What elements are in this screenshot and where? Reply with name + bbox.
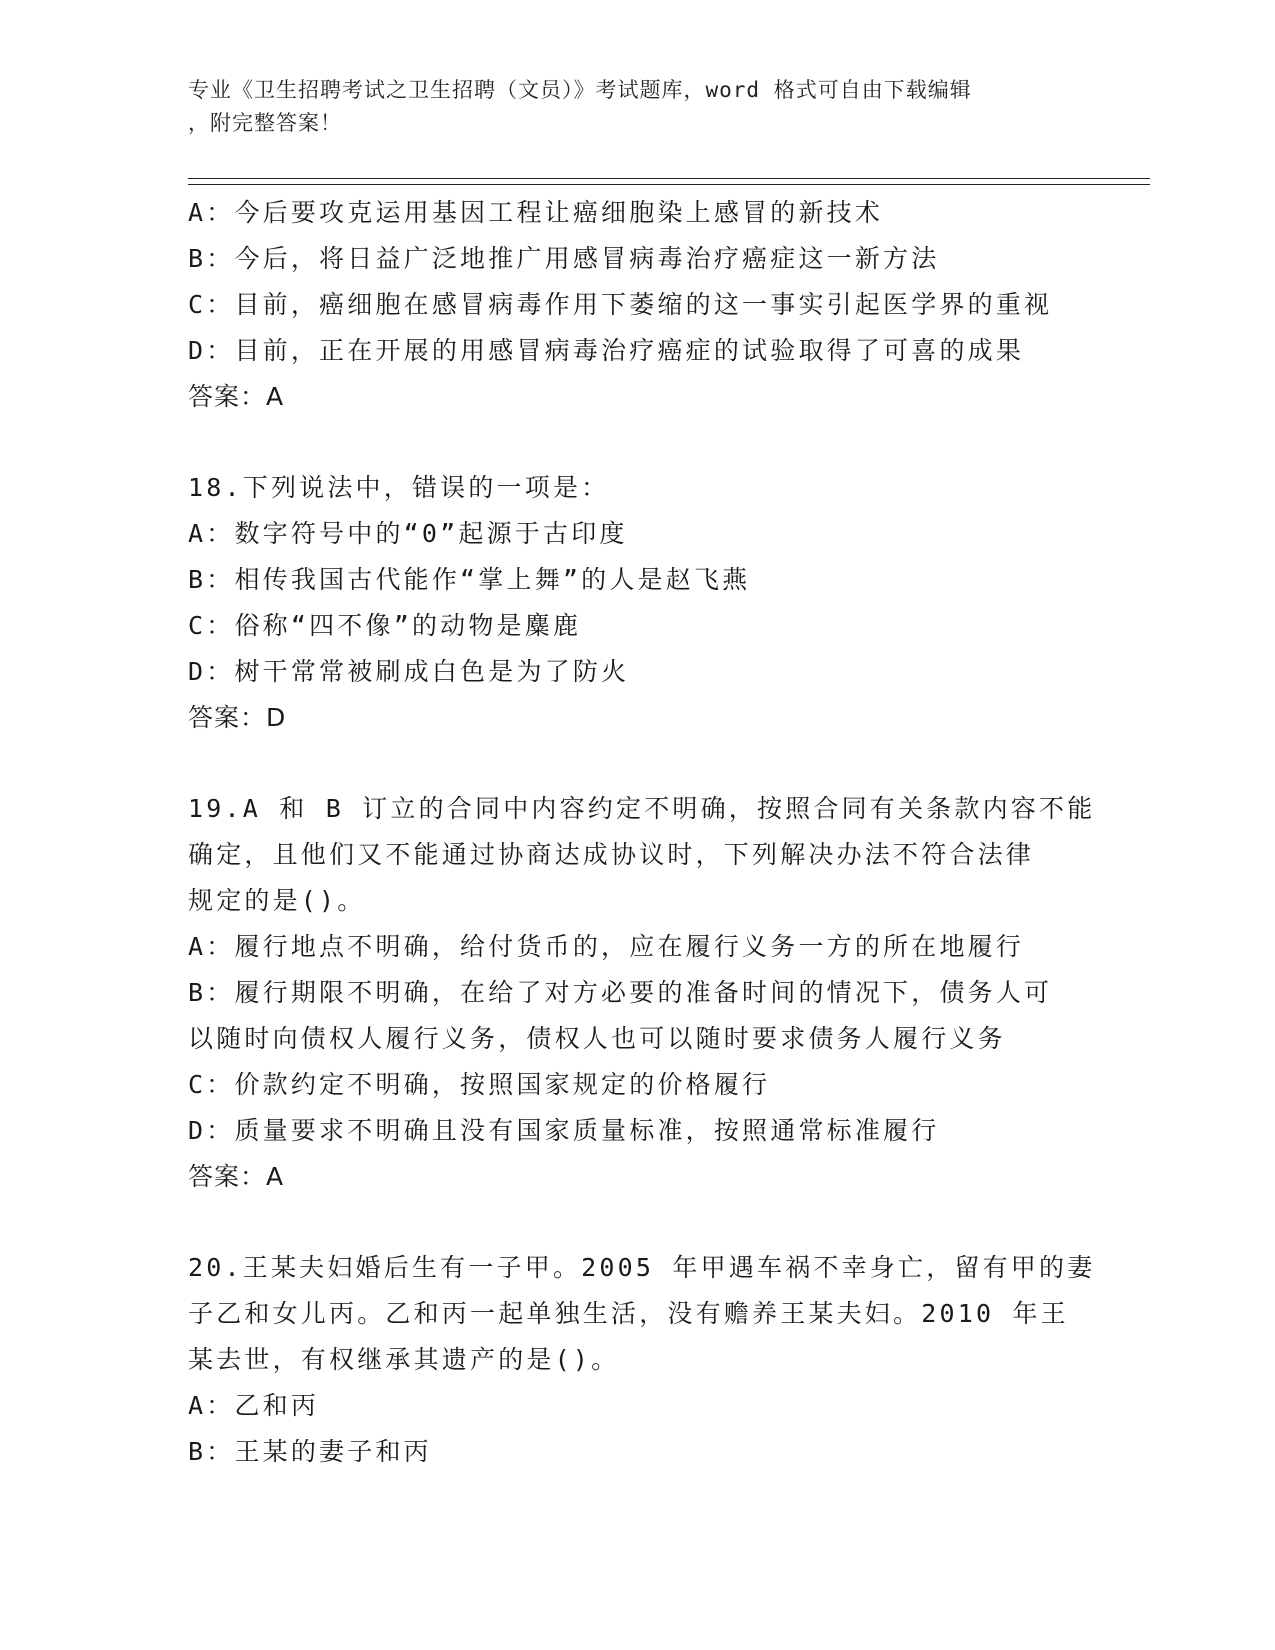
question-text-line-1: 19.A 和 B 订立的合同中内容约定不明确，按照合同有关条款内容不能 [188,794,1096,823]
question-text-line-3: 规定的是()。 [188,886,366,915]
question-text-line-2: 确定，且他们又不能通过协商达成协议时，下列解决办法不符合法律 [188,840,1035,869]
spacer [188,420,1088,465]
header-line-1: 专业《卫生招聘考试之卫生招聘（文员）》考试题库，word 格式可自由下载编辑 [188,78,972,102]
option-a: A：履行地点不明确，给付货币的，应在履行义务一方的所在地履行 [188,932,1025,961]
option-a: A：乙和丙 [188,1391,320,1420]
question-18 [188,465,1088,741]
option-c: C：价款约定不明确，按照国家规定的价格履行 [188,1070,771,1099]
header-divider-top [188,178,1150,179]
option-a: A：今后要攻克运用基因工程让癌细胞染上感冒的新技术 [188,198,884,227]
question-20 [188,1245,1096,1475]
option-d: D：树干常常被刷成白色是为了防火 [188,657,630,686]
question-text-line-3: 某去世，有权继承其遗产的是()。 [188,1345,620,1374]
option-b: B：相传我国古代能作“掌上舞”的人是赵飞燕 [188,565,751,594]
option-b: B：王某的妻子和丙 [188,1437,432,1466]
header-line-2: ，附完整答案！ [188,111,342,135]
answer: 答案：A [188,1162,285,1191]
option-a: A：数字符号中的“0”起源于古印度 [188,519,628,548]
option-d: D：目前，正在开展的用感冒病毒治疗癌症的试验取得了可喜的成果 [188,336,1025,365]
question-text: 18.下列说法中，错误的一项是： [188,473,610,502]
header-divider-bottom [188,184,1150,185]
answer: 答案：A [188,382,285,411]
question-list [188,190,1096,1475]
option-b-line-1: B：履行期限不明确，在给了对方必要的准备时间的情况下，债务人可 [188,978,1053,1007]
option-b-line-2: 以随时向债权人履行义务，债权人也可以随时要求债务人履行义务 [188,1024,1006,1053]
question-text-line-1: 20.王某夫妇婚后生有一子甲。2005 年甲遇车祸不幸身亡，留有甲的妻 [188,1253,1096,1282]
option-d: D：质量要求不明确且没有国家质量标准，按照通常标准履行 [188,1116,940,1145]
question-19 [188,786,1096,1200]
document-header [188,74,1068,140]
option-b: B：今后，将日益广泛地推广用感冒病毒治疗癌症这一新方法 [188,244,940,273]
question-text-line-2: 子乙和女儿丙。乙和丙一起单独生活，没有赡养王某夫妇。2010 年王 [188,1299,1069,1328]
spacer [188,1200,1088,1245]
answer: 答案：D [188,703,287,732]
option-c: C：目前，癌细胞在感冒病毒作用下萎缩的这一事实引起医学界的重视 [188,290,1053,319]
spacer [188,741,1088,786]
option-c: C：俗称“四不像”的动物是麋鹿 [188,611,582,640]
question-17 [188,190,1088,420]
